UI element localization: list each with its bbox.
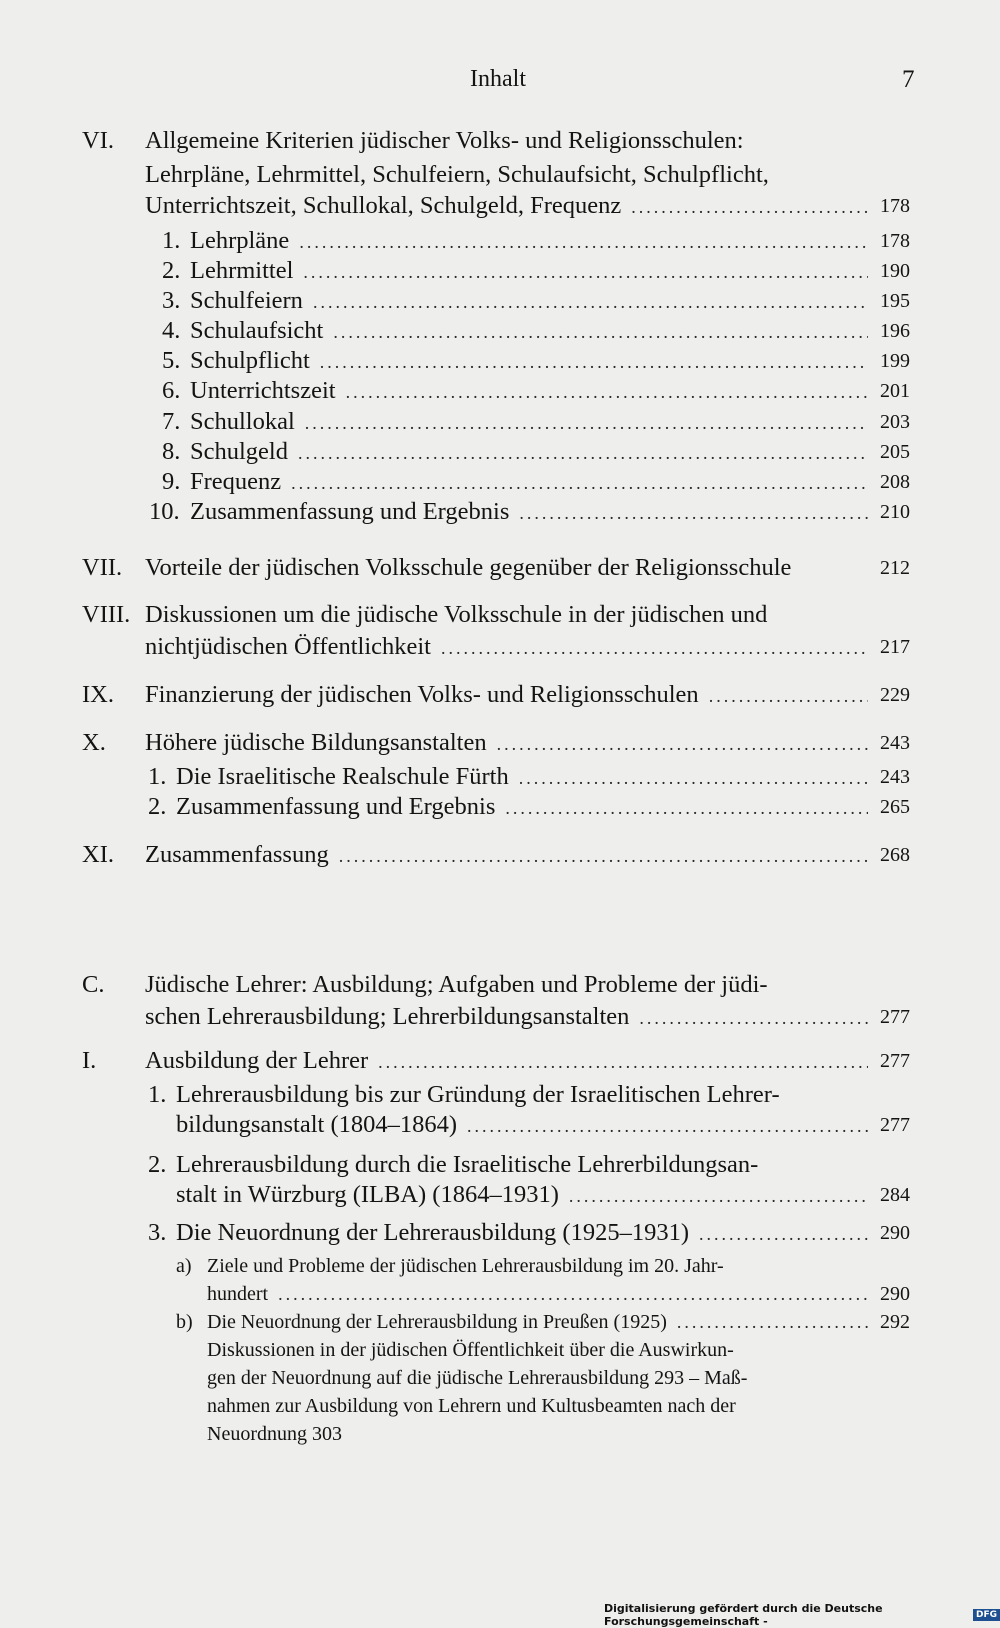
entry-text: Die Neuordnung der Lehrerausbildung (1925–1931) xyxy=(176,1219,690,1246)
dot-leader xyxy=(519,498,868,528)
dot-leader xyxy=(339,841,868,871)
entry-page: 284 xyxy=(880,1184,910,1206)
entry-text: Schulaufsicht xyxy=(190,317,324,344)
entry-text: Finanzierung der jüdischen Volks- und Religionsschulen xyxy=(145,681,699,708)
entry-page: 196 xyxy=(880,320,910,342)
entry-page: 199 xyxy=(880,350,910,372)
entry-text: Die Neuordnung der Lehrerausbildung in Preußen (1925) xyxy=(207,1311,667,1333)
dot-leader xyxy=(677,1309,868,1336)
entry-number: 9. xyxy=(162,468,181,495)
dot-leader xyxy=(346,377,868,407)
digitization-footer xyxy=(604,1602,1000,1628)
entry-number: VIII. xyxy=(82,601,131,628)
entry-text: Frequenz xyxy=(190,468,282,495)
entry-page: 212 xyxy=(880,557,910,579)
entry-number: X. xyxy=(82,729,106,756)
entry-text-line: hundert xyxy=(207,1283,269,1305)
entry-text-line: Diskussionen um die jüdische Volksschule in der jüdischen und xyxy=(145,601,768,628)
entry-page: 178 xyxy=(880,230,910,252)
dot-leader xyxy=(298,438,868,468)
entry-text: Schulpflicht xyxy=(190,347,310,374)
entry-page: 277 xyxy=(880,1114,910,1136)
entry-number: 1. xyxy=(148,1081,167,1108)
entry-text-line: Lehrerausbildung bis zur Gründung der Israelitischen Lehrer- xyxy=(176,1081,780,1108)
entry-text-line: schen Lehrerausbildung; Lehrerbildungsanstalten xyxy=(145,1003,630,1030)
entry-number: XI. xyxy=(82,841,114,868)
entry-text: Zusammenfassung und Ergebnis xyxy=(176,793,496,820)
entry-text: Schullokal xyxy=(190,408,295,435)
entry-text: Lehrmittel xyxy=(190,257,294,284)
dot-leader xyxy=(303,257,868,287)
dot-leader xyxy=(639,1003,868,1033)
entry-text: Zusammenfassung xyxy=(145,841,329,868)
entry-text-line: Unterrichtszeit, Schullokal, Schulgeld, Frequenz xyxy=(145,192,622,219)
entry-page: 277 xyxy=(880,1006,910,1028)
dot-leader xyxy=(313,287,868,317)
entry-text: Die Israelitische Realschule Fürth xyxy=(176,763,509,790)
entry-text-line: stalt in Würzburg (ILBA) (1864–1931) xyxy=(176,1181,559,1208)
entry-number: a) xyxy=(176,1255,192,1277)
entry-text: Ausbildung der Lehrer xyxy=(145,1047,369,1074)
entry-detail-text: gen der Neuordnung auf die jüdische Lehrerausbildung 293 – Maß- xyxy=(207,1367,748,1389)
dot-leader xyxy=(378,1047,868,1077)
dot-leader xyxy=(505,793,868,823)
entry-detail-text: Diskussionen in der jüdischen Öffentlichkeit über die Auswirkun- xyxy=(207,1339,734,1361)
entry-number: 2. xyxy=(148,793,167,820)
dfg-logo-icon: DFG xyxy=(973,1609,1000,1621)
running-head-title: Inhalt xyxy=(470,66,526,92)
entry-number: VI. xyxy=(82,127,114,154)
footer-text: Digitalisierung gefördert durch die Deutsche Forschungsgemeinschaft - xyxy=(604,1602,883,1628)
entry-number: 1. xyxy=(148,763,167,790)
entry-page: 208 xyxy=(880,471,910,493)
entry-number: 10. xyxy=(149,498,180,525)
entry-detail-text: nahmen zur Ausbildung von Lehrern und Kultusbeamten nach der xyxy=(207,1395,736,1417)
entry-page: 268 xyxy=(880,844,910,866)
dot-leader xyxy=(699,1219,868,1249)
entry-number: VII. xyxy=(82,554,123,581)
dot-leader xyxy=(519,763,868,793)
entry-detail-text: Neuordnung 303 xyxy=(207,1423,342,1445)
entry-number: 3. xyxy=(148,1219,167,1246)
entry-text-line: Lehrpläne, Lehrmittel, Schulfeiern, Schulaufsicht, Schulpflicht, xyxy=(145,161,769,188)
entry-text: Schulfeiern xyxy=(190,287,303,314)
entry-number: 2. xyxy=(162,257,181,284)
entry-page: 203 xyxy=(880,411,910,433)
dot-leader xyxy=(631,192,868,222)
dot-leader xyxy=(333,317,868,347)
dot-leader xyxy=(299,227,868,257)
entry-page: 290 xyxy=(880,1283,910,1305)
entry-number: 8. xyxy=(162,438,181,465)
dot-leader xyxy=(467,1111,868,1141)
entry-text: Unterrichtszeit xyxy=(190,377,336,404)
entry-text: Höhere jüdische Bildungsanstalten xyxy=(145,729,487,756)
dot-leader xyxy=(278,1281,868,1308)
entry-page: 277 xyxy=(880,1050,910,1072)
entry-page: 217 xyxy=(880,636,910,658)
entry-page: 205 xyxy=(880,441,910,463)
dot-leader xyxy=(320,347,868,377)
entry-number: 6. xyxy=(162,377,181,404)
entry-page: 243 xyxy=(880,766,910,788)
entry-number: 4. xyxy=(162,317,181,344)
entry-text-line: Jüdische Lehrer: Ausbildung; Aufgaben und Probleme der jüdi- xyxy=(145,971,768,998)
entry-page: 229 xyxy=(880,684,910,706)
entry-text-line: bildungsanstalt (1804–1864) xyxy=(176,1111,458,1138)
entry-number: 5. xyxy=(162,347,181,374)
dot-leader xyxy=(441,633,868,663)
dot-leader xyxy=(305,408,868,438)
entry-page: 210 xyxy=(880,501,910,523)
entry-page: 178 xyxy=(880,195,910,217)
entry-text: Lehrpläne xyxy=(190,227,290,254)
dot-leader xyxy=(709,681,868,711)
entry-page: 243 xyxy=(880,732,910,754)
entry-text-line: nichtjüdischen Öffentlichkeit xyxy=(145,633,431,660)
dot-leader xyxy=(497,729,868,759)
entry-text-line: Allgemeine Kriterien jüdischer Volks- und Religionsschulen: xyxy=(145,127,744,154)
entry-page: 265 xyxy=(880,796,910,818)
entry-page: 190 xyxy=(880,260,910,282)
entry-number: 7. xyxy=(162,408,181,435)
entry-number: IX. xyxy=(82,681,114,708)
entry-text-line: Lehrerausbildung durch die Israelitische Lehrerbildungsan- xyxy=(176,1151,759,1178)
entry-text: Vorteile der jüdischen Volksschule gegenüber der Religionsschule xyxy=(145,554,792,581)
entry-number: 2. xyxy=(148,1151,167,1178)
entry-page: 195 xyxy=(880,290,910,312)
entry-number: b) xyxy=(176,1311,193,1333)
dot-leader xyxy=(291,468,868,498)
entry-page: 201 xyxy=(880,380,910,402)
entry-text: Zusammenfassung und Ergebnis xyxy=(190,498,510,525)
entry-page: 290 xyxy=(880,1222,910,1244)
entry-number: I. xyxy=(82,1047,97,1074)
page-number: 7 xyxy=(902,66,915,93)
dot-leader xyxy=(569,1181,868,1211)
entry-number: 1. xyxy=(162,227,181,254)
entry-number: C. xyxy=(82,971,105,998)
entry-number: 3. xyxy=(162,287,181,314)
entry-text: Schulgeld xyxy=(190,438,288,465)
entry-text-line: Ziele und Probleme der jüdischen Lehrerausbildung im 20. Jahr- xyxy=(207,1255,724,1277)
entry-page: 292 xyxy=(880,1311,910,1333)
